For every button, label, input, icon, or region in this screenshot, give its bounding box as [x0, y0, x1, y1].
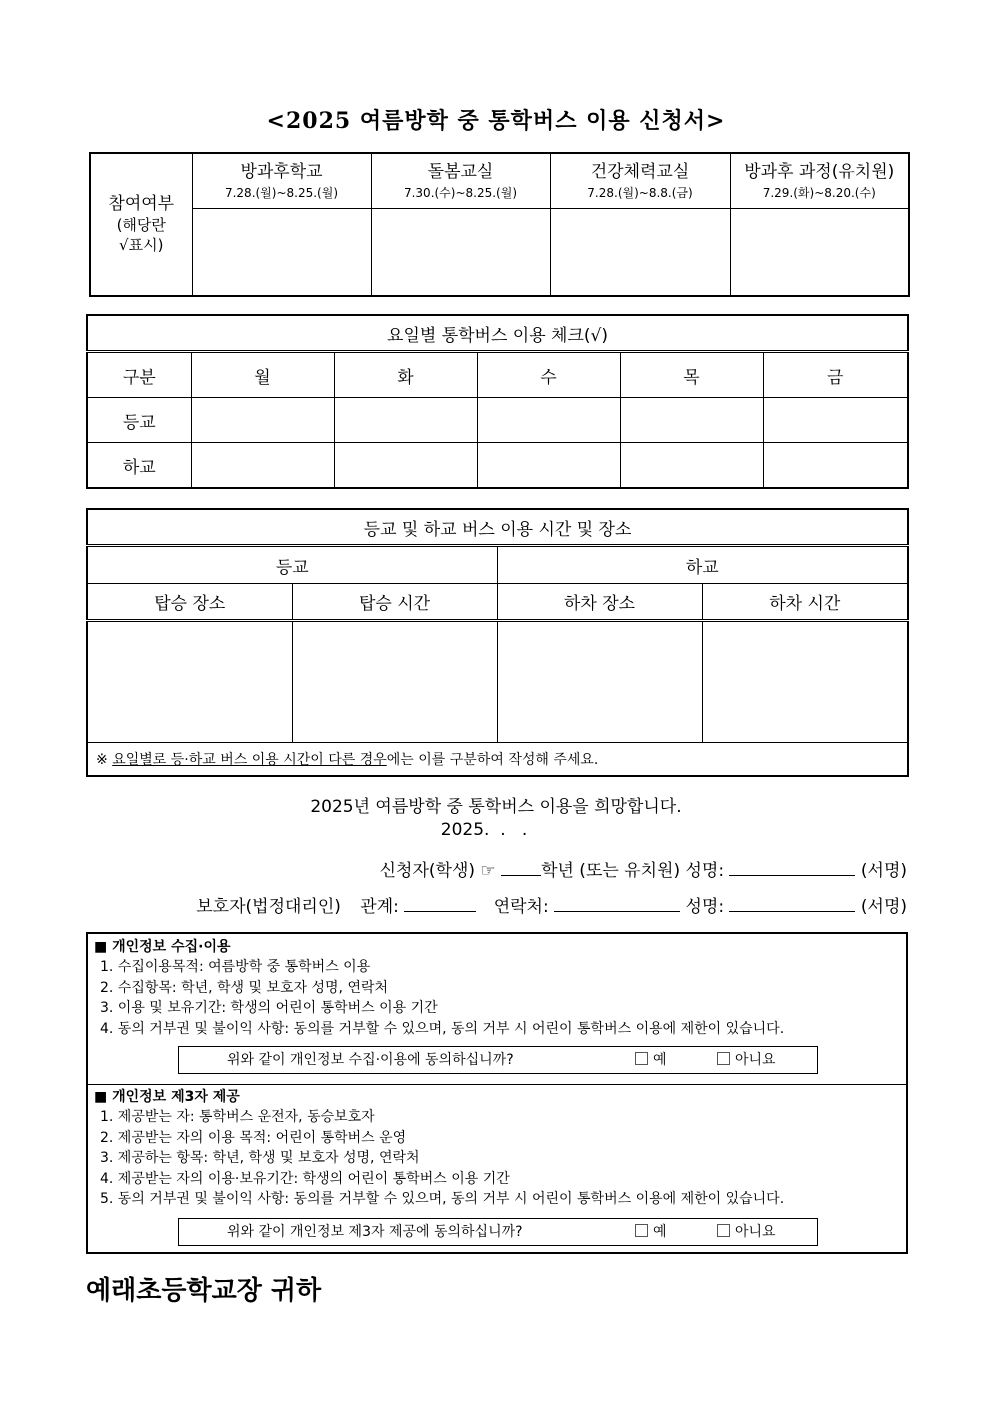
day-check-cell[interactable]	[763, 443, 908, 489]
weekday-caption: 요일별 통학버스 이용 체크(√)	[87, 315, 908, 352]
privacy-thirdparty-title: ■ 개인정보 제3자 제공	[94, 1089, 240, 1105]
grade-field[interactable]	[501, 857, 541, 876]
boarding-time-cell[interactable]	[292, 621, 497, 743]
day-header: 화	[334, 352, 477, 398]
program-check-cell[interactable]	[371, 209, 550, 297]
return-header: 하교	[497, 546, 908, 584]
privacy-item: 3. 제공하는 항목: 학년, 학생 및 보호자 성명, 연락처	[100, 1150, 420, 1167]
day-check-cell[interactable]	[620, 443, 763, 489]
privacy-item: 1. 제공받는 자: 통학버스 운전자, 동승보호자	[100, 1109, 375, 1125]
program-header	[550, 153, 730, 209]
program-dates: 7.29.(화)~8.20.(수)	[762, 185, 876, 200]
declaration-text: 2025년 여름방학 중 통학버스 이용을 희망합니다.	[310, 797, 682, 817]
program-header	[730, 153, 909, 209]
privacy-item: 2. 수집항목: 학년, 학생 및 보호자 성명, 연락처	[100, 979, 389, 996]
day-header: 수	[477, 352, 620, 398]
dropoff-time-cell[interactable]	[702, 621, 908, 743]
participation-label: 참여여부	[108, 194, 175, 214]
day-check-cell[interactable]	[334, 398, 477, 443]
day-header: 금	[763, 352, 908, 398]
applicant-label: 신청자(학생) ☞	[379, 861, 496, 881]
day-header: 목	[620, 352, 763, 398]
going-header: 등교	[87, 546, 497, 584]
note-suffix: 에는 이를 구분하여 작성해 주세요.	[386, 752, 599, 768]
privacy-collection-title: ■ 개인정보 수집·이용	[94, 939, 231, 955]
guardian-name-label: 성명:	[685, 897, 725, 917]
row-label-going: 등교	[87, 398, 191, 443]
student-name-field[interactable]	[729, 857, 855, 876]
row-label-return: 하교	[87, 443, 191, 489]
yes-label: 예	[653, 1224, 667, 1240]
program-header	[371, 153, 550, 209]
dropoff-place-cell[interactable]	[497, 621, 702, 743]
program-dates: 7.28.(월)~8.8.(금)	[587, 185, 693, 200]
day-check-cell[interactable]	[191, 398, 334, 443]
applicant-sign: (서명)	[860, 861, 907, 881]
participation-sub2: √표시)	[119, 236, 164, 254]
guardian-sign: (서명)	[860, 897, 907, 917]
note-underlined: 요일별로 등·하교 버스 이용 시간이 다른 경우	[112, 752, 387, 768]
privacy-item: 4. 동의 거부권 및 불이익 사항: 동의를 거부할 수 있으며, 동의 거부 시 어린이 통학버스 이용에 제한이 있습니다.	[100, 1020, 785, 1037]
privacy-thirdparty-section	[88, 1087, 906, 1210]
guardian-name-field[interactable]	[729, 893, 855, 912]
weekday-header-label: 구분	[87, 352, 191, 398]
contact-field[interactable]	[554, 893, 680, 912]
applicant-grade-label: 학년 (또는 유치원) 성명:	[541, 861, 725, 881]
privacy-item: 5. 동의 거부권 및 불이익 사항: 동의를 거부할 수 있으며, 동의 거부 시 어린이 통학버스 이용에 제한이 있습니다.	[100, 1191, 785, 1208]
day-check-cell[interactable]	[334, 443, 477, 489]
program-check-cell[interactable]	[730, 209, 909, 297]
day-check-cell[interactable]	[620, 398, 763, 443]
thirdparty-consent-box	[178, 1218, 818, 1246]
collection-consent-yes[interactable]	[635, 1047, 667, 1073]
day-check-cell[interactable]	[763, 398, 908, 443]
program-name: 건강체력교실	[590, 161, 690, 182]
program-dates: 7.28.(월)~8.25.(월)	[224, 185, 339, 200]
boarding-place-cell[interactable]	[87, 621, 292, 743]
guardian-line	[196, 892, 907, 917]
guardian-label: 보호자(법정대리인)	[196, 897, 341, 917]
form-title: <2025 여름방학 중 통학버스 이용 신청서>	[266, 108, 726, 134]
recipient-footer: 예래초등학교장 귀하	[86, 1276, 322, 1306]
weekday-check-table	[86, 314, 909, 489]
applicant-line	[380, 856, 907, 881]
thirdparty-consent-no[interactable]	[717, 1219, 776, 1245]
bus-time-table	[86, 508, 909, 777]
privacy-collection-section	[88, 937, 906, 1039]
checkbox-icon[interactable]	[635, 1224, 648, 1237]
no-label: 아니요	[735, 1224, 776, 1240]
column-header: 하차 시간	[702, 584, 908, 621]
day-header: 월	[191, 352, 334, 398]
privacy-item: 4. 제공받는 자의 이용·보유기간: 학생의 어린이 통학버스 이용 기간	[100, 1170, 510, 1187]
participation-sub1: (해당란	[116, 216, 166, 234]
bus-time-note	[87, 743, 908, 777]
privacy-box	[86, 932, 908, 1254]
relation-label: 관계:	[360, 897, 399, 917]
program-dates: 7.30.(수)~8.25.(월)	[403, 185, 518, 200]
checkbox-icon[interactable]	[717, 1052, 730, 1065]
collection-consent-box	[178, 1046, 818, 1074]
program-check-cell[interactable]	[192, 209, 371, 297]
relation-field[interactable]	[404, 893, 476, 912]
day-check-cell[interactable]	[477, 398, 620, 443]
column-header: 탑승 시간	[292, 584, 497, 621]
thirdparty-consent-yes[interactable]	[635, 1219, 667, 1245]
participation-table	[89, 152, 910, 297]
collection-consent-question: 위와 같이 개인정보 수집·이용에 동의하십니까?	[227, 1052, 514, 1068]
contact-label: 연락처:	[493, 897, 549, 917]
privacy-item: 2. 제공받는 자의 이용 목적: 어린이 통학버스 운영	[100, 1129, 407, 1146]
checkbox-icon[interactable]	[635, 1052, 648, 1065]
program-name: 방과후 과정(유치원)	[744, 161, 895, 182]
yes-label: 예	[653, 1052, 667, 1068]
participation-label-cell	[90, 153, 192, 296]
column-header: 하차 장소	[497, 584, 702, 621]
privacy-item: 1. 수집이용목적: 여름방학 중 통학버스 이용	[100, 959, 371, 975]
checkbox-icon[interactable]	[717, 1224, 730, 1237]
program-header	[192, 153, 371, 209]
day-check-cell[interactable]	[477, 443, 620, 489]
privacy-item: 3. 이용 및 보유기간: 학생의 어린이 통학버스 이용 기간	[100, 1000, 438, 1017]
thirdparty-consent-question: 위와 같이 개인정보 제3자 제공에 동의하십니까?	[227, 1224, 523, 1240]
day-check-cell[interactable]	[191, 443, 334, 489]
section-divider	[88, 1084, 906, 1085]
declaration-date: 2025. . .	[440, 820, 528, 840]
program-check-cell[interactable]	[550, 209, 730, 297]
bus-time-caption: 등교 및 하교 버스 이용 시간 및 장소	[87, 509, 908, 546]
no-label: 아니요	[735, 1052, 776, 1068]
collection-consent-no[interactable]	[717, 1047, 776, 1073]
column-header: 탑승 장소	[87, 584, 292, 621]
note-prefix: ※	[96, 752, 113, 768]
program-name: 방과후학교	[240, 161, 323, 182]
program-name: 돌봄교실	[427, 161, 494, 182]
